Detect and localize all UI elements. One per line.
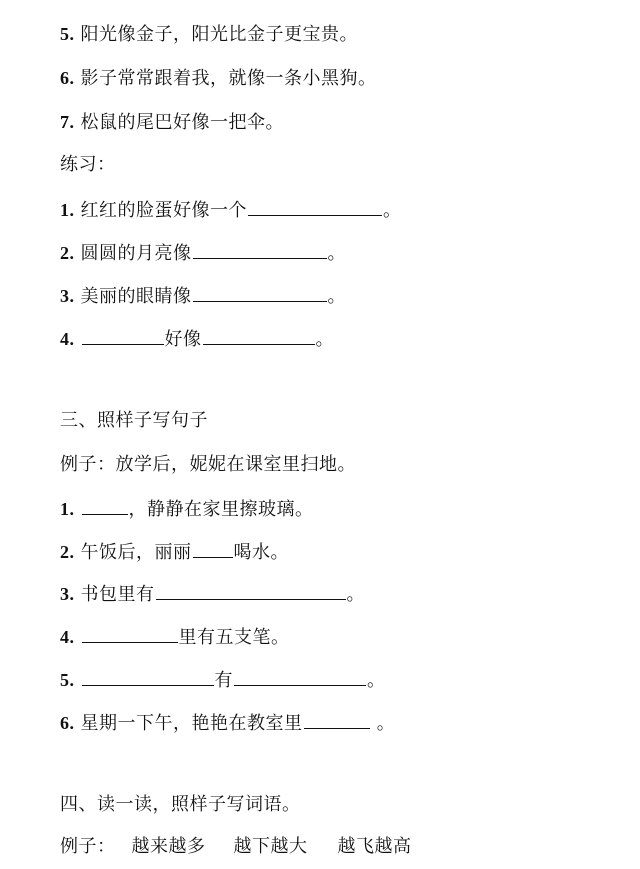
prompt-text: 有 bbox=[214, 670, 233, 691]
answer-blank[interactable] bbox=[304, 710, 370, 729]
answer-blank[interactable] bbox=[193, 283, 327, 302]
section3-item-1 bbox=[60, 496, 314, 522]
section-heading-4: 四、读一读，照样子写词语。 bbox=[60, 794, 301, 815]
answer-blank[interactable] bbox=[193, 240, 327, 259]
section3-item-5 bbox=[60, 667, 386, 693]
section-heading-3: 三、照样子写句子 bbox=[60, 410, 208, 431]
prompt-text: 好像 bbox=[164, 329, 202, 350]
answer-blank[interactable] bbox=[156, 581, 346, 600]
prompt-end: 。 bbox=[383, 200, 402, 221]
answer-blank[interactable] bbox=[82, 624, 178, 643]
item-number: 2. bbox=[60, 243, 75, 263]
example-label: 例子： bbox=[60, 836, 116, 857]
answer-blank[interactable] bbox=[203, 326, 315, 345]
item-number: 6. bbox=[60, 68, 75, 88]
item-number: 2. bbox=[60, 542, 75, 562]
answer-blank[interactable] bbox=[82, 496, 128, 515]
prompt-text: 书包里有 bbox=[80, 584, 155, 605]
sentence-text: 阳光像金子，阳光比金子更宝贵。 bbox=[80, 24, 358, 45]
practice-label: 练习： bbox=[60, 154, 116, 175]
prompt-text: 圆圆的月亮像 bbox=[80, 243, 192, 264]
section3-example: 例子：放学后，妮妮在课室里扫地。 bbox=[60, 454, 356, 475]
answer-blank[interactable] bbox=[248, 197, 382, 216]
prompt-text: 美丽的眼睛像 bbox=[80, 286, 192, 307]
prompt-end: 。 bbox=[327, 286, 346, 307]
item-number: 4. bbox=[60, 627, 75, 647]
example-word: 越来越多 bbox=[131, 836, 206, 857]
practice-item-2 bbox=[60, 240, 346, 266]
item-number: 1. bbox=[60, 499, 75, 519]
item-number: 5. bbox=[60, 24, 75, 44]
example-sentence-7 bbox=[60, 110, 284, 135]
item-number: 7. bbox=[60, 112, 75, 132]
example-word: 越下越大 bbox=[233, 836, 308, 857]
practice-item-4 bbox=[60, 326, 334, 352]
example-sentence-5 bbox=[60, 22, 358, 47]
section3-item-3 bbox=[60, 581, 365, 607]
item-number: 4. bbox=[60, 329, 75, 349]
prompt-end: 。 bbox=[367, 670, 386, 691]
example-word: 越飞越高 bbox=[337, 836, 412, 857]
item-number: 3. bbox=[60, 286, 75, 306]
sentence-text: 松鼠的尾巴好像一把伞。 bbox=[80, 112, 284, 133]
prompt-end: 。 bbox=[370, 713, 396, 734]
practice-item-1 bbox=[60, 197, 402, 223]
prompt-text: 星期一下午，艳艳在教室里 bbox=[80, 713, 303, 734]
answer-blank[interactable] bbox=[234, 667, 366, 686]
item-number: 3. bbox=[60, 584, 75, 604]
item-number: 6. bbox=[60, 713, 75, 733]
sentence-text: 影子常常跟着我，就像一条小黑狗。 bbox=[80, 68, 377, 89]
practice-item-3 bbox=[60, 283, 346, 309]
prompt-text: 里有五支笔。 bbox=[178, 627, 290, 648]
answer-blank[interactable] bbox=[82, 667, 214, 686]
prompt-end: 。 bbox=[327, 243, 346, 264]
section4-example bbox=[60, 835, 412, 859]
section3-item-6 bbox=[60, 710, 395, 736]
item-number: 1. bbox=[60, 200, 75, 220]
section3-item-4 bbox=[60, 624, 290, 650]
prompt-text: 午饭后，丽丽 bbox=[80, 542, 192, 563]
prompt-text: 红红的脸蛋好像一个 bbox=[80, 200, 247, 221]
prompt-end: 喝水。 bbox=[233, 542, 289, 563]
answer-blank[interactable] bbox=[82, 326, 164, 345]
prompt-text: ，静静在家里擦玻璃。 bbox=[128, 499, 314, 520]
answer-blank[interactable] bbox=[193, 539, 233, 558]
prompt-end: 。 bbox=[346, 584, 365, 605]
example-sentence-6 bbox=[60, 66, 377, 91]
item-number: 5. bbox=[60, 670, 75, 690]
prompt-end: 。 bbox=[315, 329, 334, 350]
section3-item-2 bbox=[60, 539, 289, 565]
